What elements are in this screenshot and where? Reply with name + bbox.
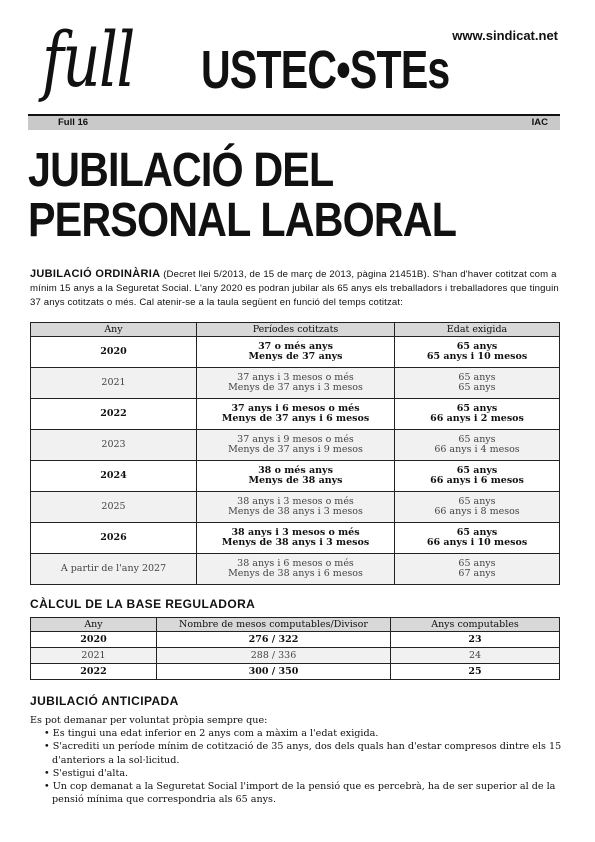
age-1: 65 anys xyxy=(458,371,496,383)
ordinary-text: (Decret llei 5/2013, de 15 de març de 2013, pàgina 21451B). S'han d'haver cotitzat com a mínim 15 anys a la Seguretat Social. L'any 2020 es podran jubilar als 65 anys els treballadors i treballadores que tinguin 37 anys cotitzats o més. Cal atenir-se a la taula següent en funció del temps cotitzat: xyxy=(30,269,559,308)
title-line-2: PERSONAL LABORAL xyxy=(28,194,457,247)
early-intro: Es pot demanar per voluntat pròpia sempre que: xyxy=(30,715,268,726)
row-age xyxy=(395,554,560,585)
row-periods xyxy=(197,430,395,461)
early-list xyxy=(44,727,566,806)
website-link[interactable]: www.sindicat.net xyxy=(452,28,558,43)
age-2: 66 anys i 6 mesos xyxy=(430,475,524,486)
row-age xyxy=(395,368,560,399)
table-row xyxy=(31,632,560,648)
page-title xyxy=(28,146,492,246)
row-age xyxy=(395,337,560,368)
list-item: • Un cop demanat a la Seguretat Social l'import de la pensió que es percebrà, ha de ser superior al de la pensió mínima que correspondria als 65 anys. xyxy=(44,780,566,806)
col-header-year: Any xyxy=(31,618,157,632)
row-months: 300 / 350 xyxy=(157,664,391,680)
age-1: 65 anys xyxy=(458,433,496,445)
base-heading: CÀLCUL DE LA BASE REGULADORA xyxy=(30,597,256,611)
row-year: 2021 xyxy=(31,368,197,399)
row-months: 276 / 322 xyxy=(157,632,391,648)
masthead-bar xyxy=(28,116,560,130)
age-1: 65 anys xyxy=(458,557,496,569)
table-row xyxy=(31,461,560,492)
logo-org: USTEC•STEs xyxy=(201,40,450,100)
row-periods xyxy=(197,554,395,585)
list-item: • S'estigui d'alta. xyxy=(44,767,566,780)
period-1: 37 anys i 9 mesos o més xyxy=(237,433,354,445)
period-1: 37 anys i 6 mesos o més xyxy=(231,402,360,414)
age-1: 65 anys xyxy=(458,495,496,507)
age-1: 65 anys xyxy=(456,526,498,538)
table-row xyxy=(31,664,560,680)
base-table xyxy=(30,617,560,680)
table-row xyxy=(31,648,560,664)
row-age xyxy=(395,523,560,554)
row-year: 2022 xyxy=(31,399,197,430)
period-2: Menys de 38 anys i 6 mesos xyxy=(228,568,363,579)
period-1: 38 anys i 3 mesos o més xyxy=(237,495,354,507)
age-1: 65 anys xyxy=(456,340,498,352)
row-year: A partir de l'any 2027 xyxy=(31,554,197,585)
table-row xyxy=(31,399,560,430)
period-1: 38 o més anys xyxy=(258,464,333,476)
age-2: 65 anys xyxy=(458,382,496,393)
ordinary-heading: JUBILACIÓ ORDINÀRIA xyxy=(30,268,161,280)
ordinary-intro xyxy=(30,267,566,310)
period-2: Menys de 37 anys i 6 mesos xyxy=(221,413,370,424)
age-2: 67 anys xyxy=(458,568,496,579)
age-2: 66 anys i 8 mesos xyxy=(434,506,520,517)
row-years: 25 xyxy=(391,664,560,680)
col-header-year: Any xyxy=(31,323,197,337)
row-year: 2020 xyxy=(31,632,157,648)
issue-number: Full 16 xyxy=(58,117,89,128)
early-section xyxy=(30,714,566,806)
row-year: 2025 xyxy=(31,492,197,523)
period-2: Menys de 37 anys i 9 mesos xyxy=(228,444,363,455)
age-2: 66 anys i 10 mesos xyxy=(426,537,528,548)
period-1: 38 anys i 3 mesos o més xyxy=(231,526,360,538)
list-item: • Es tingui una edat inferior en 2 anys com a màxim a l'edat exigida. xyxy=(44,727,566,740)
table-row xyxy=(31,368,560,399)
age-2: 66 anys i 4 mesos xyxy=(434,444,520,455)
row-years: 23 xyxy=(391,632,560,648)
col-header-years: Anys computables xyxy=(391,618,560,632)
col-header-age: Edat exigida xyxy=(395,323,560,337)
row-months: 288 / 336 xyxy=(157,648,391,664)
period-1: 37 o més anys xyxy=(258,340,333,352)
table-row xyxy=(31,523,560,554)
row-age xyxy=(395,461,560,492)
col-header-months: Nombre de mesos computables/Divisor xyxy=(157,618,391,632)
period-2: Menys de 38 anys i 3 mesos xyxy=(228,506,363,517)
row-age xyxy=(395,399,560,430)
row-periods xyxy=(197,523,395,554)
masthead-tag: IAC xyxy=(531,117,548,128)
period-2: Menys de 38 anys xyxy=(248,475,343,486)
table-row xyxy=(31,430,560,461)
age-2: 66 anys i 2 mesos xyxy=(430,413,524,424)
row-periods xyxy=(197,368,395,399)
age-1: 65 anys xyxy=(456,402,498,414)
period-1: 38 anys i 6 mesos o més xyxy=(237,557,354,569)
row-year: 2021 xyxy=(31,648,157,664)
table-row xyxy=(31,554,560,585)
list-item: • S'acrediti un període mínim de cotització de 35 anys, dos dels quals han d'estar compresos dintre els 15 d'anteriors a la sol·licitud. xyxy=(44,740,566,766)
row-age xyxy=(395,492,560,523)
table-row xyxy=(31,492,560,523)
row-year: 2023 xyxy=(31,430,197,461)
table-row xyxy=(31,337,560,368)
row-periods xyxy=(197,492,395,523)
masthead xyxy=(28,14,560,132)
title-line-1: JUBILACIÓ DEL xyxy=(28,144,334,197)
period-2: Menys de 38 anys i 3 mesos xyxy=(221,537,370,548)
row-year: 2020 xyxy=(31,337,197,368)
period-1: 37 anys i 3 mesos o més xyxy=(237,371,354,383)
row-age xyxy=(395,430,560,461)
row-periods xyxy=(197,399,395,430)
row-periods xyxy=(197,337,395,368)
col-header-periods: Períodes cotitzats xyxy=(197,323,395,337)
row-years: 24 xyxy=(391,648,560,664)
logo-full: full xyxy=(42,15,134,104)
row-year: 2026 xyxy=(31,523,197,554)
ordinary-table xyxy=(30,322,560,585)
row-periods xyxy=(197,461,395,492)
age-1: 65 anys xyxy=(456,464,498,476)
row-year: 2022 xyxy=(31,664,157,680)
row-year: 2024 xyxy=(31,461,197,492)
period-2: Menys de 37 anys i 3 mesos xyxy=(228,382,363,393)
period-2: Menys de 37 anys xyxy=(248,351,343,362)
age-2: 65 anys i 10 mesos xyxy=(426,351,528,362)
early-heading: JUBILACIÓ ANTICIPADA xyxy=(30,694,179,708)
